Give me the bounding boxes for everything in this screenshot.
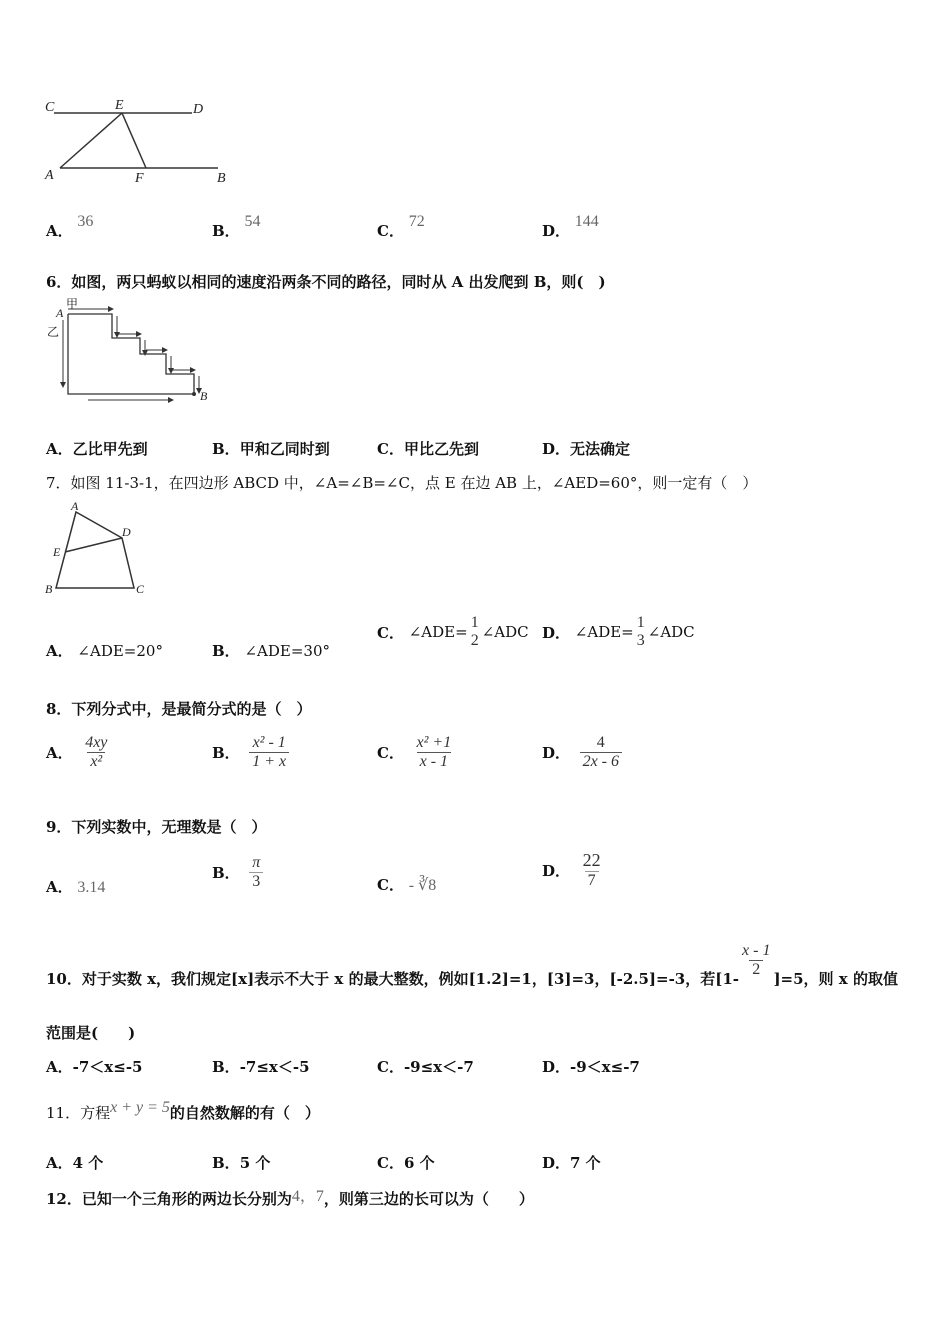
option-value: 7 个 — [570, 1154, 601, 1172]
question-8-text: 8．下列分式中，是最简分式的是（ ） — [46, 700, 312, 718]
option-label: C． — [377, 623, 404, 642]
fraction-denominator: 3 — [249, 872, 263, 891]
question-10-text — [46, 932, 898, 989]
q10-option-c[interactable] — [377, 1056, 474, 1077]
q8-option-b[interactable] — [212, 734, 289, 772]
option-label: C． — [377, 744, 404, 763]
q6-option-b[interactable] — [212, 438, 330, 459]
fraction-numerator: 4 — [596, 734, 605, 751]
q5-option-d[interactable] — [542, 213, 599, 241]
option-prefix: ∠ADE= — [408, 623, 468, 642]
option-label: C． — [377, 440, 404, 458]
q6-option-a[interactable] — [46, 438, 148, 459]
q9-option-b[interactable] — [212, 854, 263, 892]
q7-option-c[interactable] — [377, 614, 529, 651]
q10-option-a[interactable] — [46, 1056, 142, 1077]
option-label: D． — [542, 440, 571, 458]
q11-option-b[interactable] — [212, 1152, 270, 1173]
point-label-d: D — [193, 102, 204, 117]
fraction-denominator: 1 + x — [249, 752, 289, 771]
option-suffix: ∠ADC — [647, 623, 695, 642]
option-value: 36 — [77, 213, 94, 230]
q8-option-a[interactable] — [46, 734, 110, 772]
fraction-denominator: x - 1 — [417, 752, 451, 771]
option-value: 6 个 — [403, 1154, 435, 1172]
q11-number: 11．方程 — [46, 1104, 111, 1122]
option-value: 无法确定 — [570, 440, 631, 458]
option-label: B． — [212, 1154, 240, 1172]
option-value: 144 — [574, 213, 599, 230]
q7-option-d[interactable] — [542, 614, 695, 651]
question-7-text: 7．如图 11-3-1，在四边形 ABCD 中，∠A=∠B=∠C，点 E 在边 AB 上，∠AED=60°，则一定有（ ） — [46, 474, 758, 492]
q8-option-d[interactable] — [542, 734, 622, 772]
fraction-numerator: 1 — [470, 614, 479, 631]
option-label: D． — [542, 1154, 571, 1172]
point-label-a: A — [45, 168, 54, 183]
q10-fraction — [739, 942, 773, 980]
option-value: 甲和乙同时到 — [239, 440, 330, 458]
point-label-d: D — [122, 525, 131, 539]
option-label: B． — [212, 864, 240, 883]
option-label: B． — [212, 440, 240, 458]
fraction — [249, 854, 263, 892]
question-11-text — [46, 1099, 320, 1123]
fraction-numerator: π — [252, 854, 261, 871]
option-value: ∠ADE=20° — [77, 642, 163, 660]
option-label: D． — [542, 623, 571, 642]
fraction-denominator: 2 — [749, 960, 763, 979]
route-label-jia: 甲 — [66, 298, 79, 311]
fraction-denominator: 2x - 6 — [580, 752, 622, 771]
point-label-e: E — [53, 545, 61, 559]
option-suffix: ∠ADC — [481, 623, 529, 642]
option-label: D． — [542, 222, 571, 240]
fraction-denominator: 7 — [585, 871, 599, 890]
fraction-denominator: 3 — [636, 632, 645, 650]
question-10-text-line2: 范围是( ) — [46, 1024, 136, 1042]
option-label: D． — [542, 744, 571, 763]
option-label: A． — [46, 642, 73, 660]
option-label: A． — [46, 1058, 73, 1076]
q9-option-d[interactable] — [542, 850, 604, 890]
option-value: ∠ADE=30° — [244, 642, 331, 660]
q7-quadrilateral-figure — [40, 500, 160, 600]
fraction-numerator: x - 1 — [742, 941, 771, 959]
option-value: 5 个 — [239, 1154, 271, 1172]
option-label: B． — [212, 642, 240, 660]
q10-option-b[interactable] — [212, 1056, 310, 1077]
q5-option-c[interactable] — [377, 213, 425, 241]
option-value: - ∛8 — [408, 877, 437, 894]
q6-option-d[interactable] — [542, 438, 630, 459]
question-9-text: 9．下列实数中，无理数是（ ） — [46, 818, 267, 836]
point-label-c: C — [45, 100, 55, 115]
q10-text-before: 10．对于实数 x，我们规定[x]表示不大于 x 的最大整数，例如[1.2]=1，[3]=3，[-2.5]=-3，若[1- — [46, 970, 740, 988]
point-label-b: B — [217, 171, 226, 186]
q6-staircase-path-figure — [44, 298, 224, 406]
option-label: A． — [46, 1154, 73, 1172]
option-label: D． — [542, 1058, 571, 1076]
fraction-numerator: 4xy — [85, 734, 108, 751]
option-label: A． — [46, 222, 73, 240]
option-label: B． — [212, 222, 240, 240]
q10-text-after: ]=5，则 x 的取值 — [773, 970, 898, 988]
fraction-denominator: x² — [87, 752, 105, 771]
option-prefix: ∠ADE= — [574, 623, 634, 642]
q11-equation: x + y = 5 — [110, 1099, 170, 1116]
option-label: C． — [377, 1058, 404, 1076]
point-label-c: C — [136, 582, 145, 596]
fraction — [468, 614, 482, 651]
option-value: -7＜x≤-5 — [72, 1058, 143, 1076]
option-value: 乙比甲先到 — [72, 440, 148, 458]
option-label: A． — [46, 744, 73, 763]
option-value: 甲比乙先到 — [403, 440, 479, 458]
point-label-b: B — [45, 582, 53, 596]
point-label-f: F — [135, 171, 144, 186]
option-value: 72 — [408, 213, 425, 230]
option-value: 54 — [244, 213, 261, 230]
q6-option-c[interactable] — [377, 438, 479, 459]
option-label: D． — [542, 861, 571, 880]
q7-option-b[interactable] — [212, 640, 330, 661]
fraction-numerator: 1 — [636, 614, 645, 631]
q11-option-d[interactable] — [542, 1152, 601, 1173]
q5-option-a[interactable] — [46, 213, 94, 241]
q5-option-b[interactable] — [212, 213, 261, 241]
fraction-numerator: x² +1 — [416, 734, 452, 751]
fraction-numerator: x² - 1 — [252, 734, 286, 751]
question-12-text — [46, 1186, 534, 1209]
option-label: C． — [377, 876, 404, 894]
fraction — [580, 734, 622, 772]
option-label: A． — [46, 440, 73, 458]
q12-sides: 4，7 — [291, 1188, 324, 1205]
option-label: B． — [212, 1058, 240, 1076]
option-label: A． — [46, 878, 73, 896]
q11-option-c[interactable] — [377, 1152, 435, 1173]
point-label-b: B — [200, 389, 208, 403]
option-label: C． — [377, 1154, 404, 1172]
q12-text-after: ，则第三边的长可以为（ ） — [323, 1190, 534, 1208]
option-value: 4 个 — [72, 1154, 104, 1172]
q7-option-a[interactable] — [46, 640, 163, 661]
q12-text-before: 12．已知一个三角形的两边长分别为 — [46, 1190, 292, 1208]
fraction-numerator: 22 — [582, 850, 601, 870]
fraction — [580, 850, 604, 890]
option-value: -9≤x＜-7 — [403, 1058, 474, 1076]
question-6-text: 6．如图，两只蚂蚁以相同的速度沿两条不同的路径，同时从 A 出发爬到 B，则( ) — [46, 273, 606, 291]
q10-option-d[interactable] — [542, 1056, 640, 1077]
fraction — [634, 614, 648, 651]
q9-option-c[interactable] — [377, 874, 436, 895]
fraction — [249, 734, 289, 772]
route-label-yi: 乙 — [47, 325, 60, 339]
q8-option-c[interactable] — [377, 734, 454, 772]
option-value: -7≤x＜-5 — [239, 1058, 310, 1076]
option-value: -9＜x≤-7 — [570, 1058, 640, 1076]
option-label: B． — [212, 744, 240, 763]
point-label-a: A — [71, 500, 79, 513]
q9-option-a[interactable] — [46, 876, 105, 897]
point-label-a: A — [56, 306, 64, 320]
q11-option-a[interactable] — [46, 1152, 103, 1173]
option-value: 3.14 — [77, 879, 106, 896]
fraction-denominator: 2 — [470, 632, 479, 650]
option-label: C． — [377, 222, 404, 240]
point-label-e: E — [115, 98, 124, 113]
q11-text-after: 的自然数解的有（ ） — [169, 1104, 320, 1122]
fraction — [414, 734, 455, 772]
fraction — [82, 734, 110, 772]
q5-parallel-lines-figure — [40, 92, 240, 187]
